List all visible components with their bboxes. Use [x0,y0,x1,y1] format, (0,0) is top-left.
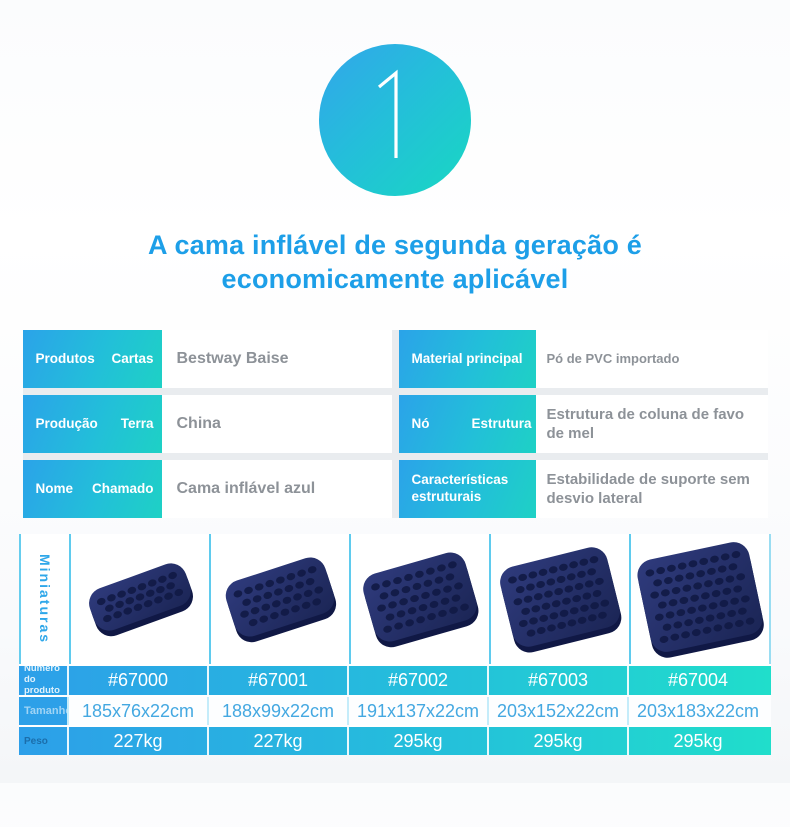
spec-label-produtos-cartas [23,330,162,388]
spec-label-material-principal: Material principal [399,330,536,388]
spec-column-gap [392,330,399,388]
thumbnail-cell-67000 [69,534,209,664]
page-title-line1: A cama inflável de segunda geração é [148,230,642,260]
weight-row [19,725,771,755]
spec-row [23,395,768,453]
weight-cell-67000: 227kg [67,727,207,755]
page-title [0,228,790,296]
air-mattress-image [211,537,349,661]
thumbnail-cell-67003 [489,534,629,664]
row-header-thumbnails [21,534,69,664]
spec-label-word: Nó [411,415,430,431]
spec-grid [23,330,768,518]
product-number-cell-67003: #67003 [487,666,627,695]
size-cell-67000: 185x76x22cm [67,697,207,725]
product-table [19,534,771,755]
size-cell-67003: 203x152x22cm [487,697,627,725]
air-mattress-image [71,537,209,661]
product-infographic [0,44,790,755]
step-circle [319,44,471,196]
spec-label-producao-terra [23,395,162,453]
spec-value-estabilidade-de-suporte-sem-desvio-lateral: Estabilidade de suporte sem desvio lateral [536,460,768,518]
thumbnails-row [19,534,771,664]
spec-value-estrutura-de-coluna-de-favo-de-mel: Estrutura de coluna de favo de mel [536,395,768,453]
product-number-cell-67000: #67000 [67,666,207,695]
weight-cell-67003: 295kg [487,727,627,755]
weight-label: Peso [24,735,48,747]
weight-cell-67002: 295kg [347,727,487,755]
product-number-row [19,664,771,695]
weight-cell-67001: 227kg [207,727,347,755]
size-row [19,695,771,725]
size-cell-67004: 203x183x22cm [627,697,767,725]
spec-label-no-estrutura [399,395,536,453]
spec-row [23,460,768,518]
spec-column-gap [392,460,399,518]
size-cell-67002: 191x137x22cm [347,697,487,725]
size-label: Tamanho [24,705,73,717]
spec-label-caracteristicas-estruturais: Características estruturais [399,460,536,518]
thumbnail-cell-67002 [349,534,489,664]
spec-value-bestway-baise: Bestway Baise [162,330,392,388]
air-mattress-image [491,537,629,661]
spec-label-nome-chamado [23,460,162,518]
air-mattress-image [631,537,769,661]
spec-label-word: Cartas [111,350,154,366]
thumbnail-cell-67001 [209,534,349,664]
thumbnails-label: Miniaturas [37,553,53,644]
spec-value-cama-inflavel-azul: Cama inflável azul [162,460,392,518]
spec-label-word: Terra [120,415,154,431]
product-number-cell-67004: #67004 [627,666,767,695]
spec-label-word: Estrutura [471,415,532,431]
spec-value-po-de-pvc-importado: Pó de PVC importado [536,330,768,388]
product-number-cell-67002: #67002 [347,666,487,695]
row-header-product-number [19,663,67,696]
product-number-label: Número do produto [24,663,60,696]
spec-label-word: Produção [35,415,98,431]
spec-column-gap [392,395,399,453]
page-title-line2: economicamente aplicável [221,264,569,294]
row-header-size [19,697,73,725]
spec-label-word: Produtos [35,350,95,366]
spec-row [23,330,768,388]
weight-cell-67004: 295kg [627,727,767,755]
air-mattress-image [351,537,489,661]
spec-label-word: Chamado [91,480,154,496]
row-header-weight [19,727,67,755]
product-number-cell-67001: #67001 [207,666,347,695]
size-cell-67001: 188x99x22cm [207,697,347,725]
spec-value-china: China [162,395,392,453]
thumbnail-cell-67004 [629,534,769,664]
spec-label-word: Nome [35,480,74,496]
